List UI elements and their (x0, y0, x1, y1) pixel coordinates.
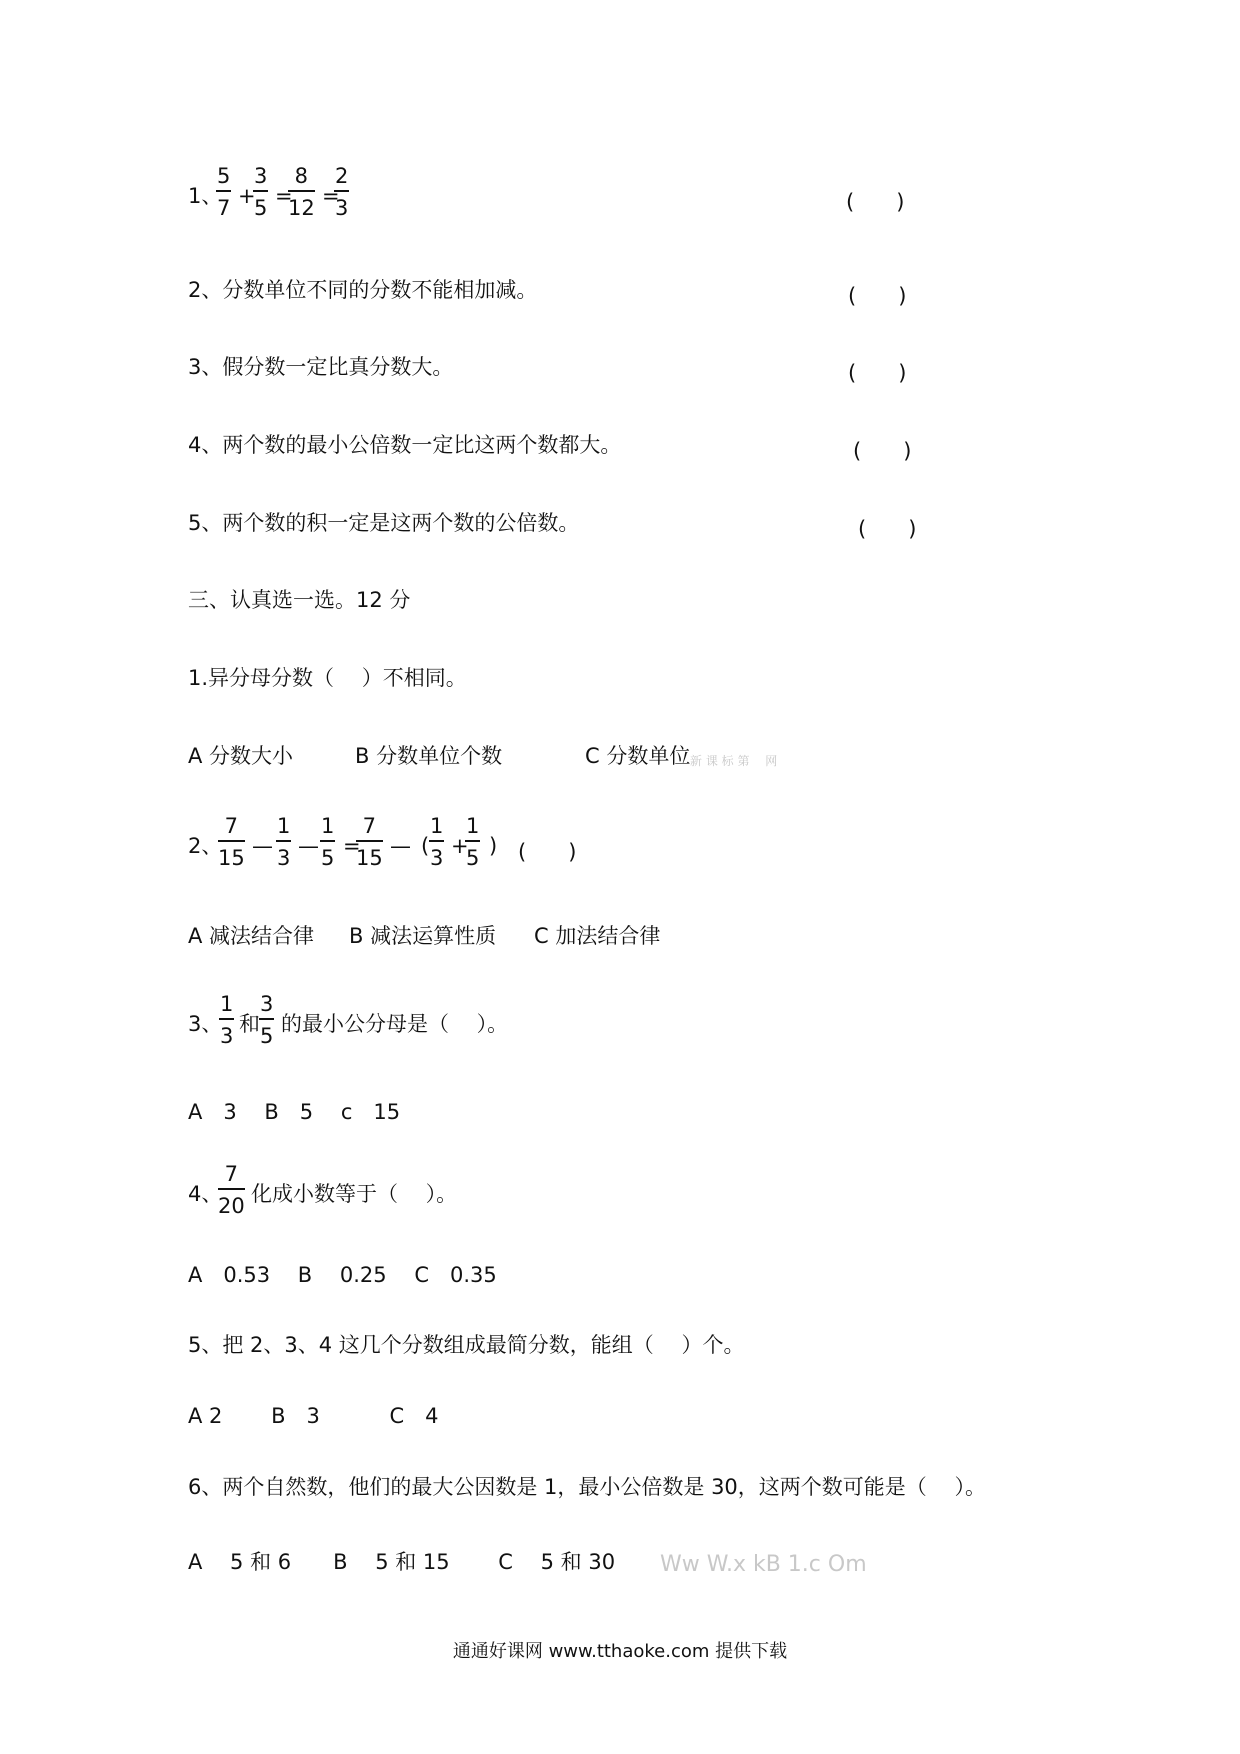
tf-question-2: 2、分数单位不同的分数不能相加减。 (188, 278, 538, 302)
question-number: 4、 (188, 1182, 223, 1206)
options-row[interactable]: A 3 B 5 c 15 (188, 1100, 401, 1124)
minus-sign: — (298, 834, 319, 858)
options-row[interactable]: A 5 和 6 B 5 和 15 C 5 和 30 (188, 1550, 616, 1574)
equals-sign: = (322, 184, 340, 208)
equals-sign: = (275, 184, 293, 208)
mc-question-1: 1.异分母分数（ ）不相同。 (188, 666, 467, 690)
and-text: 和 (239, 1012, 260, 1036)
mc-question-6: 6、两个自然数，他们的最大公因数是 1，最小公倍数是 30，这两个数可能是（ ）。 (188, 1475, 986, 1499)
footer: 通通好课网 www.tthaoke.com 提供下载 (452, 1641, 788, 1662)
fraction: 3 5 (260, 992, 274, 1048)
options-row[interactable]: A 0.53 B 0.25 C 0.35 (188, 1263, 497, 1287)
answer-paren[interactable]: ( ) (846, 190, 905, 214)
fraction: 1 3 (430, 814, 444, 870)
fraction: 5 7 (217, 164, 231, 220)
option-c[interactable]: C 加法结合律 (534, 924, 661, 948)
fraction: 7 15 (218, 814, 245, 870)
option-c[interactable]: C 分数单位 (585, 744, 691, 768)
tf-question-5: 5、两个数的积一定是这两个数的公倍数。 (188, 511, 580, 535)
plus-sign: + (238, 184, 256, 208)
section-title: 三、认真选一选。12 分 (188, 588, 411, 612)
fraction: 1 5 (321, 814, 335, 870)
minus-sign: — (252, 834, 273, 858)
question-number: 1、 (188, 184, 223, 208)
option-b[interactable]: B 减法运算性质 (349, 924, 497, 948)
option-a[interactable]: A 分数大小 (188, 744, 294, 768)
answer-paren[interactable]: ( ) (848, 361, 907, 385)
plus-sign: + (451, 834, 469, 858)
fraction: 7 15 (356, 814, 383, 870)
option-b[interactable]: B 分数单位个数 (355, 744, 503, 768)
question-number: 3、 (188, 1012, 223, 1036)
tf-question-4: 4、两个数的最小公倍数一定比这两个数都大。 (188, 433, 622, 457)
fraction: 7 20 (218, 1162, 245, 1218)
fraction: 3 5 (254, 164, 268, 220)
watermark: Ww W.x kB 1.c Om (660, 1552, 867, 1577)
answer-paren[interactable]: ( ) (518, 840, 577, 864)
fraction: 1 5 (466, 814, 480, 870)
fraction: 1 3 (277, 814, 291, 870)
answer-paren[interactable]: ( ) (853, 439, 912, 463)
fraction: 1 3 (220, 992, 234, 1048)
tf-question-3: 3、假分数一定比真分数大。 (188, 355, 454, 379)
mc-question-5: 5、把 2、3、4 这几个分数组成最简分数，能组（ ）个。 (188, 1333, 745, 1357)
answer-paren[interactable]: ( ) (858, 517, 917, 541)
answer-paren[interactable]: ( ) (848, 284, 907, 308)
question-number: 2、 (188, 834, 223, 858)
left-paren: ( (421, 834, 430, 858)
question-text: 的最小公分母是（ ）。 (281, 1012, 509, 1036)
minus-sign: — (390, 834, 411, 858)
fraction: 2 3 (335, 164, 349, 220)
watermark: 新 课 标 第 网 (690, 754, 778, 768)
option-a[interactable]: A 减法结合律 (188, 924, 315, 948)
question-text: 化成小数等于（ ）。 (251, 1182, 458, 1206)
options-row[interactable]: A 2 B 3 C 4 (188, 1404, 439, 1428)
equals-sign: = (343, 834, 361, 858)
right-paren: ) (489, 834, 498, 858)
fraction: 8 12 (288, 164, 315, 220)
